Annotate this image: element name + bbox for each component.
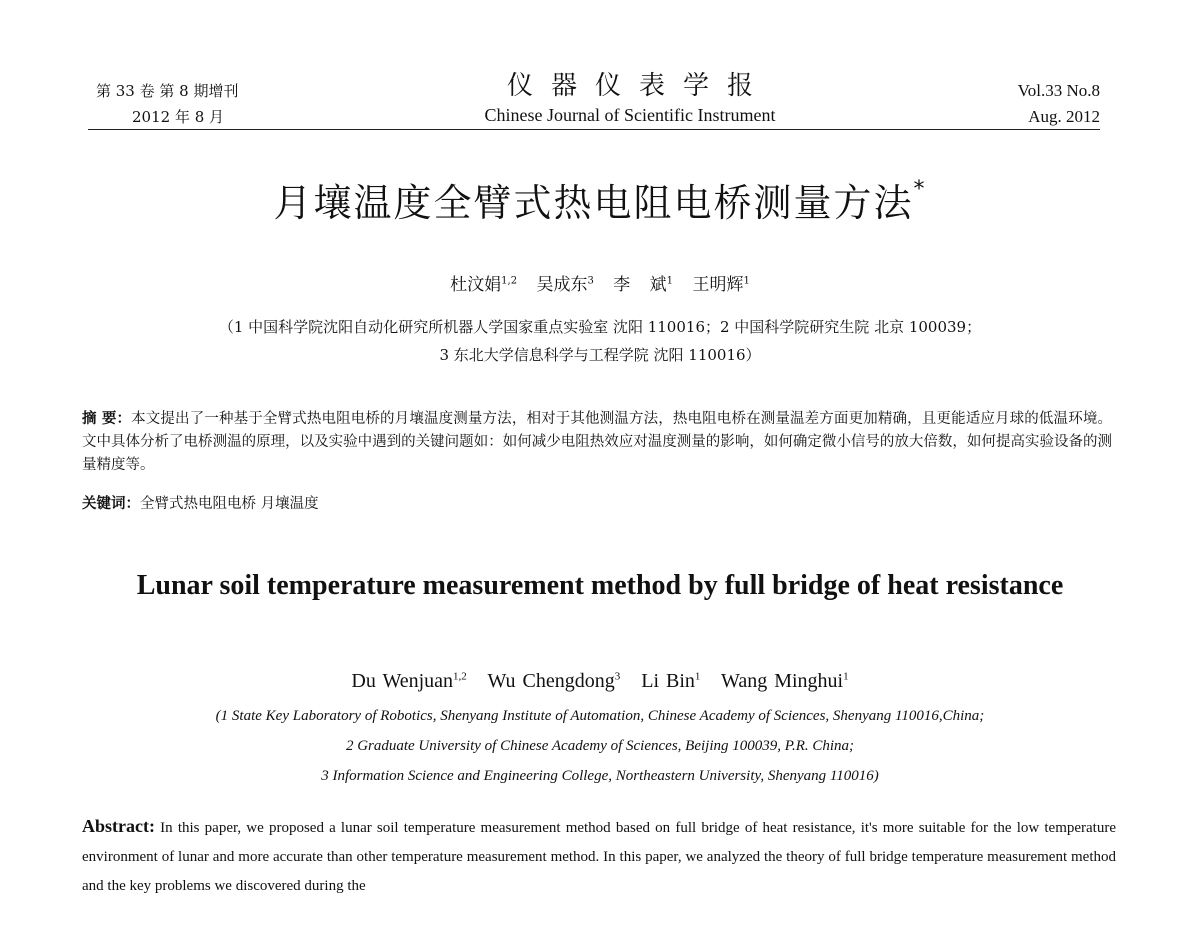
- abstract-en-label: Abstract:: [82, 816, 155, 836]
- keywords-cn-label: 关键词：: [82, 496, 140, 512]
- author-name: Wu Chengdong: [487, 670, 615, 692]
- issue-date-en: Aug. 2012: [1028, 107, 1100, 126]
- volume-issue: 第 33 卷 第 8 期增刊: [96, 82, 239, 100]
- issue-date: 2012 年 8 月: [132, 108, 225, 126]
- journal-name: [440, 70, 820, 128]
- author-name: Du Wenjuan: [351, 670, 454, 692]
- author-cn: [613, 275, 673, 295]
- author-affil-sup: 1,2: [501, 275, 518, 287]
- title-cn: [0, 172, 1200, 227]
- author-affil-sup: 3: [614, 670, 621, 683]
- journal-name-en: Chinese Journal of Scientific Instrument: [484, 105, 776, 125]
- volume-number-en: Vol.33 No.8: [1017, 81, 1100, 100]
- author-name: Wang Minghui: [721, 670, 844, 692]
- journal-name-cn: 仪器仪表学报: [506, 71, 771, 101]
- author-en: [641, 670, 700, 692]
- abstract-en-text: In this paper, we proposed a lunar soil temperature measurement method based on full bridge of heat resistance, it's more suitable for the low temperature environment of lunar and more accurate than other temperature measurement method. In this paper, we analyzed the theory of full bridge temperature measurement method and the key problems we discovered during the: [82, 820, 1117, 894]
- author-affil-sup: 1: [666, 275, 674, 287]
- volume-info-en: [1018, 78, 1100, 130]
- keywords-cn-text: 全臂式热电阻电桥 月壤温度: [140, 496, 319, 512]
- author-affil-sup: 1: [843, 670, 849, 683]
- author-en: [487, 670, 620, 692]
- abstract-cn-text: 本文提出了一种基于全臂式热电阻电桥的月壤温度测量方法，相对于其他测温方法，热电阻电桥在测量温差方面更加精确，且更能适应月球的低温环境。文中具体分析了电桥测温的原理，以及实验中遇到的关键问题如：如何减少电阻热效应对温度测量的影响，如何确定微小信号的放大倍数，如何提高实验设备的测量精度等。: [82, 411, 1112, 473]
- author-name: 杜汶娟: [450, 275, 502, 295]
- issue-info: [96, 78, 238, 130]
- title-footnote-mark: *: [913, 177, 927, 203]
- author-en: [351, 670, 466, 692]
- author-name: Li Bin: [641, 670, 695, 692]
- authors-cn: [0, 270, 1200, 295]
- author-name: 李 斌: [613, 275, 667, 295]
- author-affil-sup: 3: [587, 275, 594, 287]
- abstract-cn: [82, 408, 1112, 477]
- author-name: 王明辉: [692, 275, 744, 295]
- author-en: [721, 670, 849, 692]
- authors-en: [0, 670, 1200, 693]
- title-cn-text: 月壤温度全臂式热电阻电桥测量方法: [273, 181, 914, 225]
- header-rule: [88, 129, 1100, 130]
- abstract-en: [82, 812, 1116, 901]
- author-affil-sup: 1: [743, 275, 750, 287]
- affiliation-cn-line2: 3 东北大学信息科学与工程学院 沈阳 110016）: [439, 346, 761, 364]
- title-en: Lunar soil temperature measurement method by full bridge of heat resistance: [136, 570, 1064, 601]
- author-cn: [450, 275, 517, 295]
- affiliation-en-line2: 2 Graduate University of Chinese Academy of Sciences, Beijing 100039, P.R. China;: [345, 738, 855, 754]
- author-cn: [536, 275, 593, 295]
- abstract-cn-label: 摘 要：: [82, 411, 132, 427]
- author-name: 吴成东: [536, 275, 588, 295]
- author-affil-sup: 1,2: [453, 670, 467, 683]
- affiliation-en-line1: (1 State Key Laboratory of Robotics, Shenyang Institute of Automation, Chinese Academy of Sciences, Shenyang 110016,China;: [215, 708, 985, 724]
- affiliation-cn-line1: （1 中国科学院沈阳自动化研究所机器人学国家重点实验室 沈阳 110016；2 中国科学院研究生院 北京 100039；: [218, 318, 982, 336]
- author-affil-sup: 1: [694, 670, 701, 683]
- keywords-cn: [82, 492, 319, 513]
- author-cn: [692, 275, 749, 295]
- affiliation-en-line3: 3 Information Science and Engineering College, Northeastern University, Shenyang 110016): [321, 768, 879, 784]
